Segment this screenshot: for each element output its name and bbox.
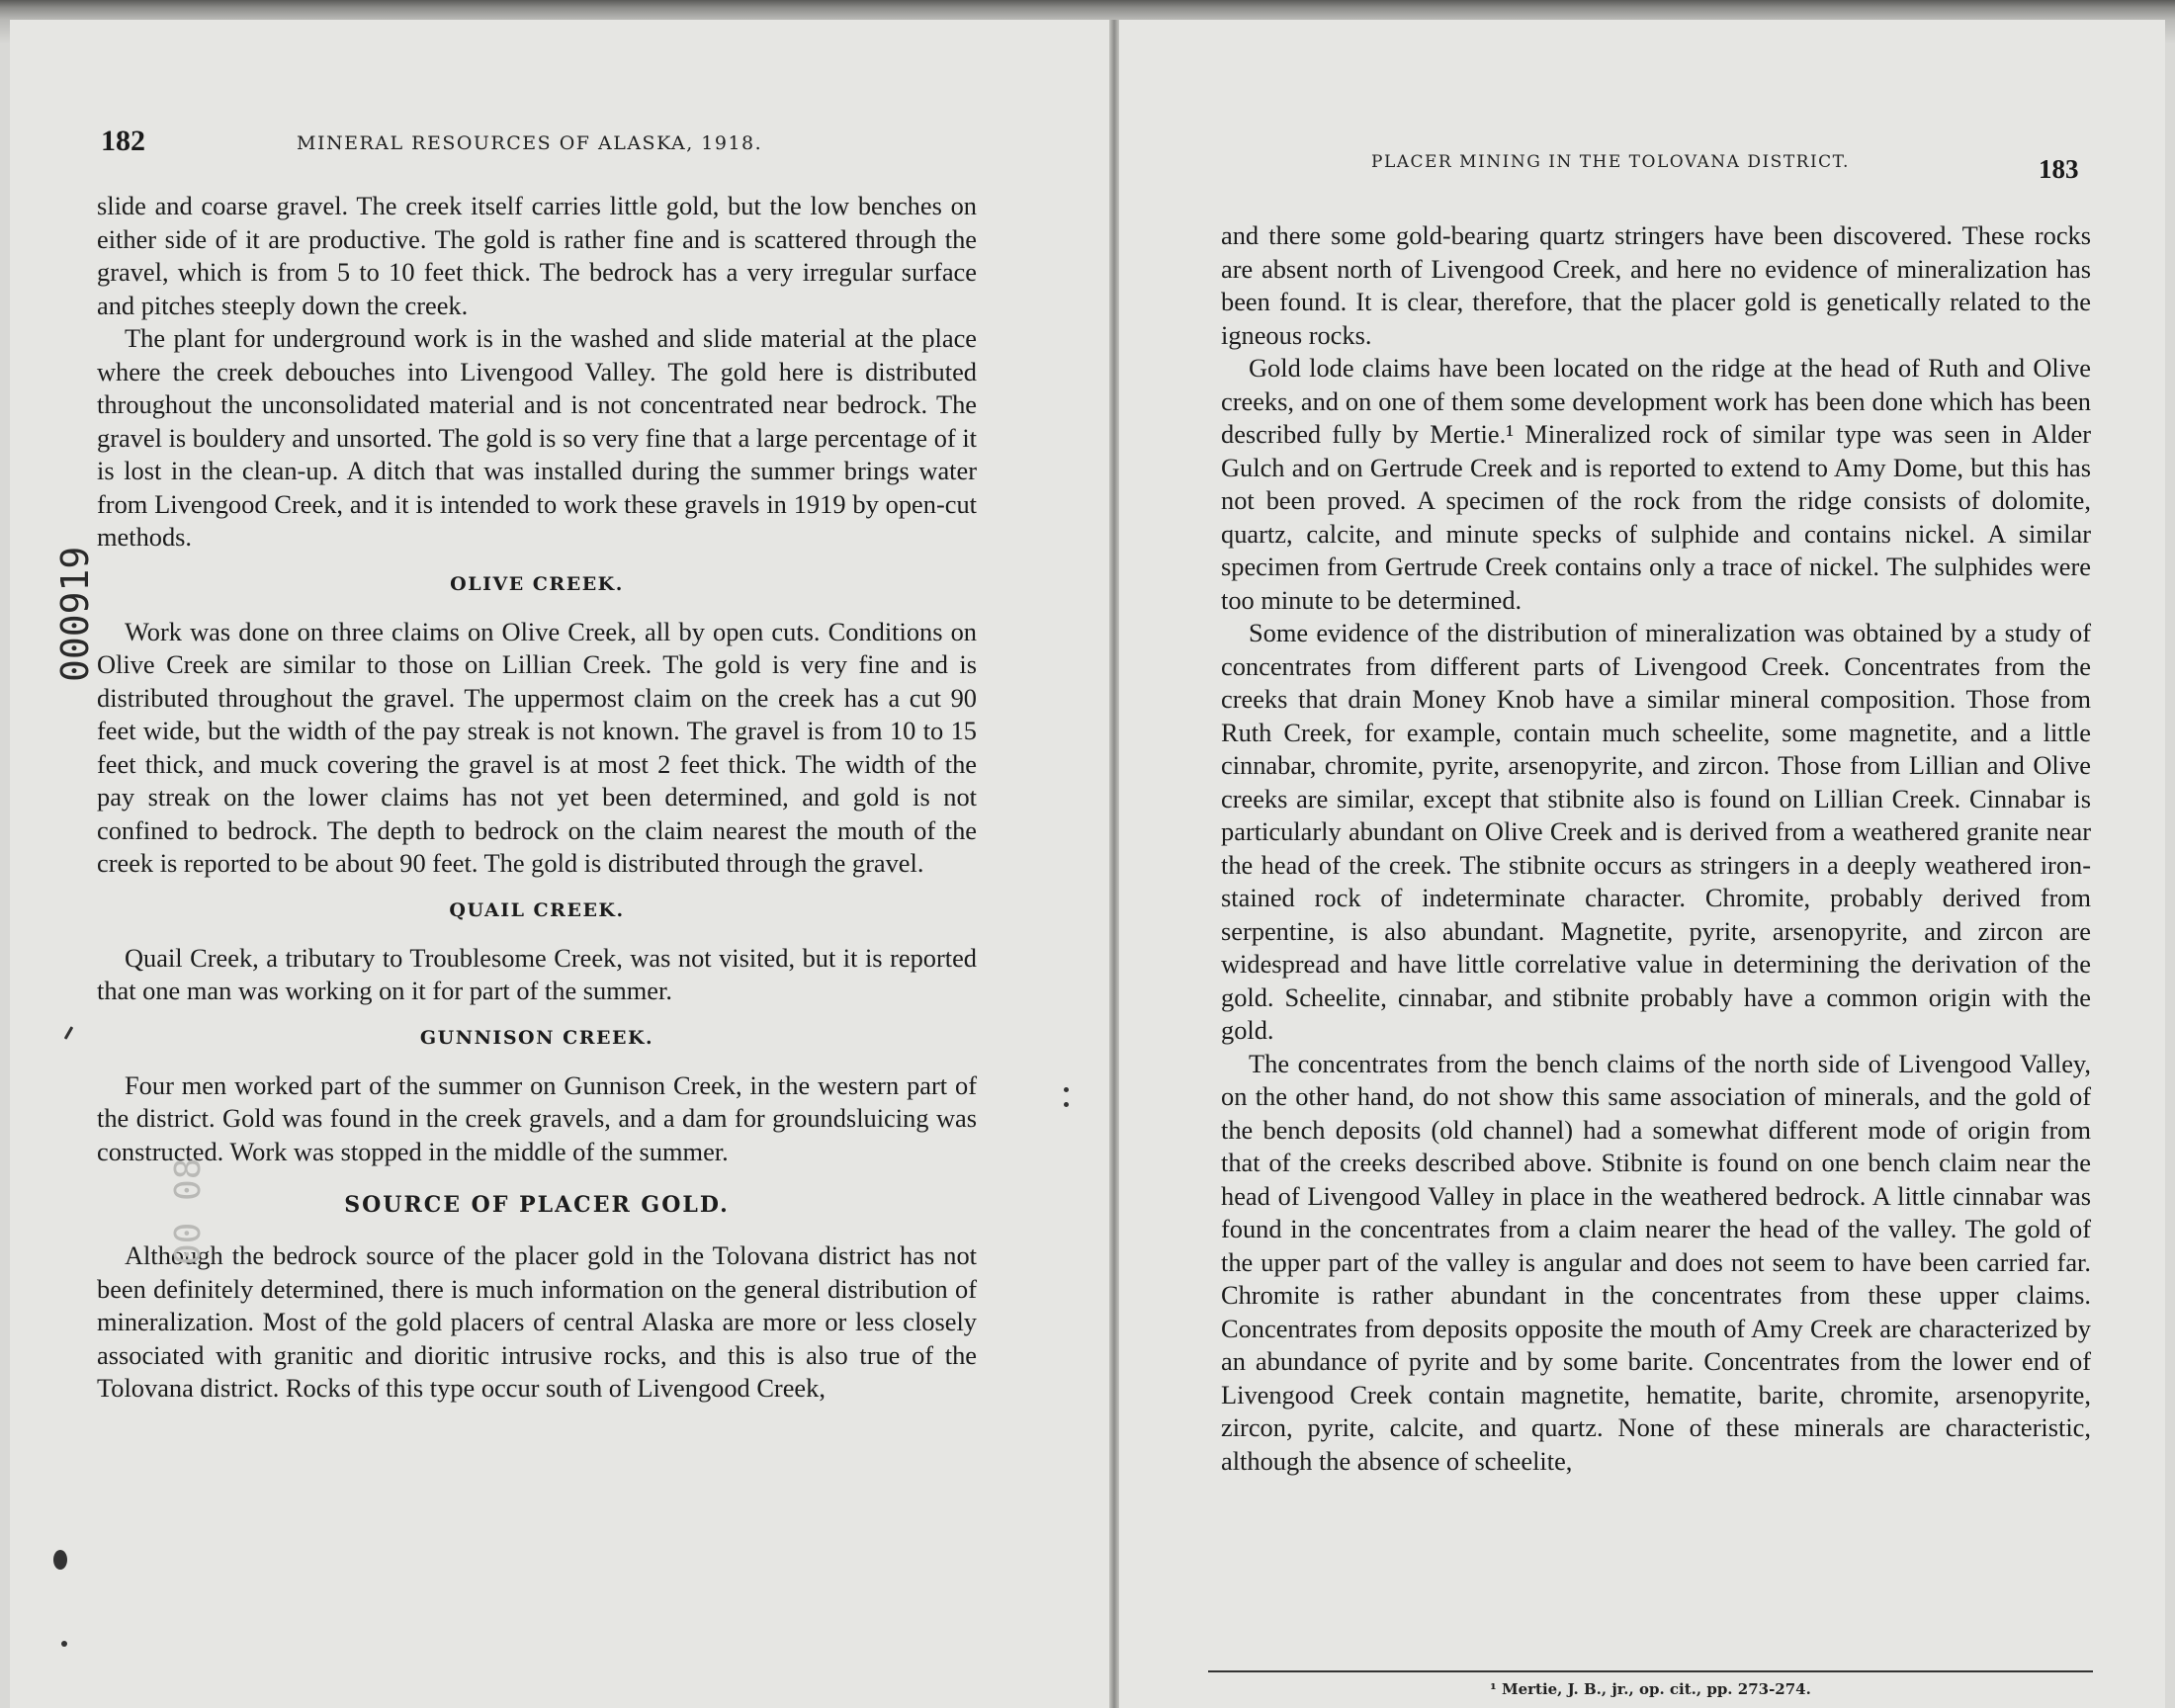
right-page-number: 183 — [2039, 154, 2079, 184]
footnote: ¹ Mertie, J. B., jr., op. cit., pp. 273-274. — [1490, 1680, 1811, 1698]
paragraph: Gold lode claims have been located on the ridge at the head of Ruth and Olive creeks, and on one of them some development work has been done which has been described fully by Mertie.¹ Mineralized rock of similar type was seen in Alder Gulch and on Gertrude Creek and is reported to extend to Amy Dome, but this has not been proved. A specimen of the rock from the ridge consists of dolomite, quartz, calcite, and minute specks of sulphide and contains nickel. A similar specimen from Gertrude Creek contains only a trace of nickel. The sulphides were too minute to be determined. — [1221, 353, 2091, 615]
margin-mark — [53, 1550, 67, 1570]
margin-mark — [1064, 1102, 1069, 1107]
paragraph: Quail Creek, a tributary to Troublesome Creek, was not visited, but it is reported that one man was working on it for part of the summer. — [97, 942, 977, 1005]
paragraph: The plant for underground work is in the washed and slide material at the place where the creek debouches into Livengood Valley. The gold here is distributed throughout the unconsolidated material and is not concentrated near bedrock. The gravel is bouldery and unsorted. The gold is so very fine that a large percentage of it is lost in the clean-up. A ditch that was installed during the summer brings water from Livengood Creek, and it is intended to work these gravels in 1919 by open-cut methods. — [97, 323, 977, 552]
left-page — [10, 20, 1109, 1708]
section-heading: SOURCE OF PLACER GOLD. — [344, 1192, 730, 1218]
margin-mark — [64, 1026, 74, 1040]
footnote-rule — [1208, 1670, 2093, 1672]
paragraph: Work was done on three claims on Olive Creek, all by open cuts. Conditions on Olive Creek are similar to those on Lillian Creek. The gold is very fine and is distributed throughout the gravel. The uppermost claim on the creek has a cut 90 feet wide, but the width of the pay streak is not known. The gravel is from 10 to 15 feet thick, and muck covering the gravel is at most 2 feet thick. The width of the pay streak on the lower claims has not yet been determined, and gold is not confined to bedrock. The depth to bedrock on the claim nearest the mouth of the creek is reported to be about 90 feet. The gold is distributed through the gravel. — [97, 616, 977, 878]
section-heading: QUAIL CREEK. — [449, 898, 625, 921]
left-page-number: 182 — [101, 125, 145, 157]
paragraph: and there some gold-bearing quartz stringers have been discovered. These rocks are absent north of Livengood Creek, and here no evidence of mineralization has been found. It is clear, therefore, that the placer gold is genetically related to the igneous rocks. — [1221, 220, 2091, 350]
margin-mark — [1064, 1087, 1069, 1092]
margin-mark — [61, 1641, 67, 1647]
right-page — [1119, 20, 2165, 1708]
faint-stamp: 00 08 — [168, 1157, 209, 1265]
binding-gutter — [1109, 20, 1119, 1708]
section-heading: GUNNISON CREEK. — [419, 1026, 654, 1049]
right-running-head: PLACER MINING IN THE TOLOVANA DISTRICT. — [1371, 152, 1850, 172]
paragraph: The concentrates from the bench claims of the north side of Livengood Valley, on the other hand, do not show this same association of minerals, and the gold of the bench deposits (old channel) had a somewhat different mode of origin from that of the creeks described above. Stibnite is found on one bench claim near the head of Livengood Valley in place in the weathered bedrock. A little cinnabar was found in the concentrates from a claim nearer the head of the valley. The gold of the upper part of the valley is angular and does not seem to have been carried far. Chromite is rather abundant in the concentrates from these upper claims. Concentrates from deposits opposite the mouth of Amy Creek are characterized by an abundance of pyrite and by some barite. Concentrates from the lower end of Livengood Creek contain magnetite, hematite, barite, chromite, arsenopyrite, zircon, pyrite, calcite, and quartz. None of these minerals are characteristic, although the absence of scheelite, — [1221, 1048, 2091, 1476]
paragraph: Some evidence of the distribution of mineralization was obtained by a study of concentrates from different parts of Livengood Creek. Concentrates from the creeks that drain Money Knob have a similar mineral composition. Those from Ruth Creek, for example, contain much scheelite, some magnetite, and a little cinnabar, chromite, pyrite, arsenopyrite, and zircon. Those from Lillian and Olive creeks are similar, except that stibnite also is found on Lillian Creek. Cinnabar is particularly abundant on Olive Creek and is derived from a weathered granite near the head of the creek. The stibnite occurs as stringers in a deeply weathered iron-stained rock of indeterminate character. Chromite, probably derived from serpentine, is also abundant. Magnetite, pyrite, arsenopyrite, and zircon are widespread and have little correlative value in determining the derivation of the gold. Scheelite, cinnabar, and stibnite probably have a common origin with the gold. — [1221, 618, 2091, 1045]
section-heading: OLIVE CREEK. — [450, 572, 624, 595]
left-running-head: MINERAL RESOURCES OF ALASKA, 1918. — [297, 132, 763, 154]
paragraph: Four men worked part of the summer on Gunnison Creek, in the western part of the district. Gold was found in the creek gravels, and a dam for groundsluicing was constructed. Work was stopped in the middle of the summer. — [97, 1069, 977, 1166]
right-text-column — [1221, 219, 2091, 1478]
left-text-column — [97, 190, 977, 1406]
catalog-stamp: 000919 — [53, 546, 97, 682]
paragraph: Although the bedrock source of the placer gold in the Tolovana district has not been definitely determined, there is much information on the general distribution of mineralization. Most of the gold placers of central Alaska are more or less closely associated with granitic and dioritic intrusive rocks, and this is also true of the Tolovana district. Rocks of this type occur south of Livengood Creek, — [97, 1240, 977, 1403]
paragraph: slide and coarse gravel. The creek itself carries little gold, but the low benches on either side of it are productive. The gold is rather fine and is scattered through the gravel, which is from 5 to 10 feet thick. The bedrock has a very irregular surface and pitches steeply down the creek. — [97, 191, 977, 320]
